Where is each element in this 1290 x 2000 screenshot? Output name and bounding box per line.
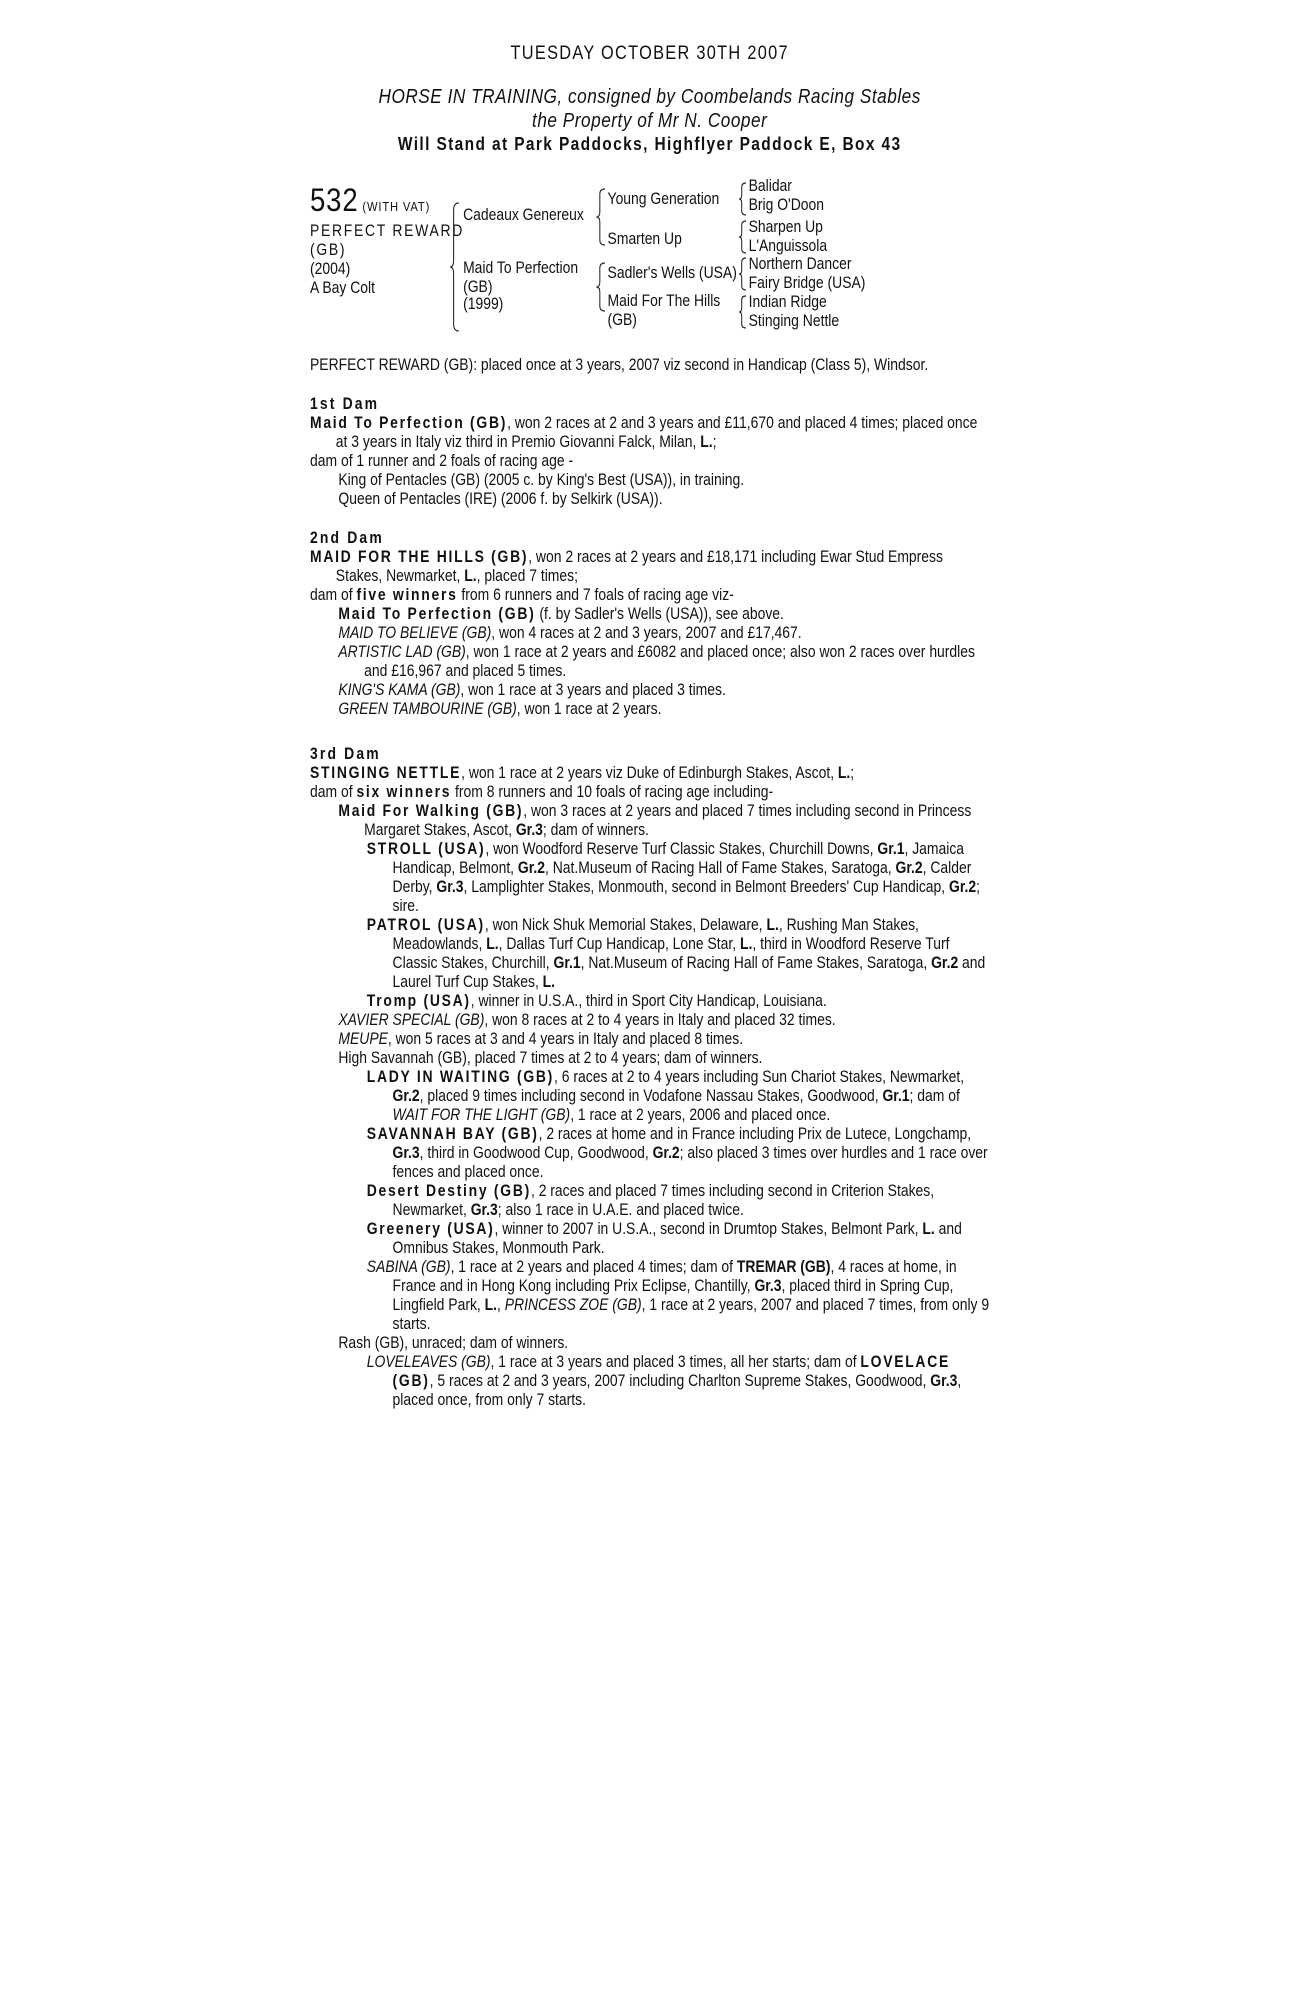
- second-dam-name: MAID FOR THE HILLS (GB): [310, 548, 529, 566]
- ggp-4: L'Anguissola: [748, 237, 828, 255]
- dam-country: (GB): [463, 278, 493, 296]
- ggp-8: Stinging Nettle: [748, 312, 840, 330]
- produce-2: Queen of Pentacles (IRE) (2006 f. by Selkirk (USA)).: [338, 490, 663, 508]
- ggp-5: Northern Dancer: [748, 255, 852, 273]
- produce-entry: Desert Destiny (GB), 2 races and placed 7 times including second in Criterion Stakes, Newmarket, Gr.3; also 1 race in U.A.E. and placed twice.: [366, 1182, 935, 1219]
- summary-text: : placed once at 3 years, 2007 viz second in Handicap (Class 5), Windsor.: [473, 356, 929, 374]
- produce-entry: LOVELEAVES (GB), 1 race at 3 years and placed 3 times, all her starts; dam of LOVELACE (GB), 5 races at 2 and 3 years, 2007 including Charlton Supreme Stakes, Goodwood, Gr.3, placed once, from only 7 starts.: [366, 1353, 962, 1409]
- first-dam-record: Maid To Perfection (GB), won 2 races at 2 and 3 years and £11,670 and placed 4 times; placed once at 3 years in Italy viz third in Premio Giovanni Falck, Milan, L.;: [310, 414, 978, 451]
- vat-note: (WITH VAT): [362, 199, 431, 214]
- lot-number: 532: [310, 182, 359, 218]
- pedigree-table: [310, 177, 989, 342]
- produce-entry: Greenery (USA), winner to 2007 in U.S.A., second in Drumtop Stakes, Belmont Park, L. and Omnibus Stakes, Monmouth Park.: [366, 1220, 962, 1257]
- pedigree-brace-5: [738, 220, 747, 254]
- produce-entry: ARTISTIC LAD (GB), won 1 race at 2 years and £6082 and placed once; also won 2 races over hurdles and £16,967 and placed 5 times.: [338, 643, 975, 680]
- second-dam-section: [310, 529, 989, 719]
- horse-country: (GB): [310, 241, 347, 259]
- produce-entry: SABINA (GB), 1 race at 2 years and placed 4 times; dam of TREMAR (GB), 4 races at home, in France and in Hong Kong including Prix Eclipse, Chantilly, Gr.3, placed third in Spring Cup, Lingfield Park, L., PRINCESS ZOE (GB), 1 race at 2 years, 2007 and placed 7 times, from only 9 starts.: [366, 1258, 990, 1333]
- dam-year: (1999): [463, 295, 504, 313]
- third-dam-heading: 3rd Dam: [310, 745, 381, 763]
- produce-entry: PATROL (USA), won Nick Shuk Memorial Stakes, Delaware, L., Rushing Man Stakes, Meadowlands, L., Dallas Turf Cup Handicap, Lone Star, L., third in Woodford Reserve Turf Classic Stakes, Churchill, Gr.1, Nat.Museum of Racing Hall of Fame Stakes, Saratoga, Gr.2 and Laurel Turf Cup Stakes, L.: [366, 916, 986, 991]
- ggp-2: Brig O'Doon: [748, 196, 824, 214]
- third-dam-record: STINGING NETTLE, won 1 race at 2 years viz Duke of Edinburgh Stakes, Ascot, L.;: [310, 764, 855, 782]
- ggp-7: Indian Ridge: [748, 293, 827, 311]
- dam: Maid To Perfection: [463, 259, 579, 277]
- dam-sire: Sadler's Wells (USA): [607, 264, 737, 282]
- produce-entry: STROLL (USA), won Woodford Reserve Turf Classic Stakes, Churchill Downs, Gr.1, Jamaica Handicap, Belmont, Gr.2, Nat.Museum of Racing Hall of Fame Stakes, Saratoga, Gr.2, Calder Derby, Gr.3, Lamplighter Stakes, Monmouth, second in Belmont Breeders' Cup Handicap, Gr.2; sire.: [366, 840, 980, 915]
- sire: Cadeaux Genereux: [463, 206, 584, 224]
- first-dam-heading: 1st Dam: [310, 395, 380, 413]
- first-dam-foals: dam of 1 runner and 2 foals of racing age -: [310, 452, 574, 470]
- consignor-line: HORSE IN TRAINING, consigned by Coombelands Racing Stables: [378, 86, 921, 108]
- produce-1: King of Pentacles (GB) (2005 c. by King's Best (USA)), in training.: [338, 471, 745, 489]
- horse-name: PERFECT REWARD: [310, 222, 465, 240]
- second-dam-heading: 2nd Dam: [310, 529, 384, 547]
- sale-date: TUESDAY OCTOBER 30TH 2007: [510, 43, 789, 64]
- pedigree-brace-6: [738, 257, 747, 291]
- foaling-year: (2004): [310, 260, 351, 278]
- second-dam-record: MAID FOR THE HILLS (GB), won 2 races at 2 years and £18,171 including Ewar Stud Empress Stakes, Newmarket, L., placed 7 times;: [310, 548, 943, 585]
- lot-heading: [310, 182, 430, 218]
- pedigree-brace-3: [596, 262, 606, 312]
- first-dam-section: [310, 395, 989, 509]
- produce-entry: SAVANNAH BAY (GB), 2 races at home and in France including Prix de Lutece, Longchamp, Gr.3, third in Goodwood Cup, Goodwood, Gr.2; also placed 3 times over hurdles and 1 race over fences and placed once.: [366, 1125, 988, 1181]
- ggp-6: Fairy Bridge (USA): [748, 274, 866, 292]
- third-dam-section: [310, 745, 989, 1410]
- produce-entry: MAID TO BELIEVE (GB), won 4 races at 2 and 3 years, 2007 and £17,467.: [338, 624, 802, 642]
- produce-entry: XAVIER SPECIAL (GB), won 8 races at 2 to 4 years in Italy and placed 32 times.: [338, 1011, 836, 1029]
- dam-dam-country: (GB): [607, 311, 637, 329]
- produce-entry: LADY IN WAITING (GB), 6 races at 2 to 4 years including Sun Chariot Stakes, Newmarket, Gr.2, placed 9 times including second in Vodafone Nassau Stakes, Goodwood, Gr.1; dam of WAIT FOR THE LIGHT (GB), 1 race at 2 years, 2006 and placed once.: [366, 1068, 965, 1124]
- second-dam-foals: dam of five winners from 6 runners and 7 foals of racing age viz-: [310, 586, 734, 604]
- pedigree-brace-2: [596, 188, 606, 246]
- third-dam-foals: dam of six winners from 8 runners and 10 foals of racing age including-: [310, 783, 774, 801]
- owner-line: the Property of Mr N. Cooper: [532, 110, 768, 132]
- produce-entry: KING'S KAMA (GB), won 1 race at 3 years and placed 3 times.: [338, 681, 726, 699]
- sire-sire: Young Generation: [607, 190, 720, 208]
- produce-entry: GREEN TAMBOURINE (GB), won 1 race at 2 years.: [338, 700, 662, 718]
- produce-entry: MEUPE, won 5 races at 3 and 4 years in Italy and placed 8 times.: [338, 1030, 744, 1048]
- produce-entry: High Savannah (GB), placed 7 times at 2 to 4 years; dam of winners.: [338, 1049, 763, 1067]
- ggp-3: Sharpen Up: [748, 218, 823, 236]
- horse-description: A Bay Colt: [310, 279, 375, 297]
- third-dam-name: STINGING NETTLE: [310, 764, 462, 782]
- produce-entry: Tromp (USA), winner in U.S.A., third in Sport City Handicap, Louisiana.: [366, 992, 827, 1010]
- catalogue-page: [310, 43, 990, 1410]
- sire-dam: Smarten Up: [607, 230, 682, 248]
- ggp-1: Balidar: [748, 177, 792, 195]
- pedigree-brace-1: [449, 202, 459, 332]
- stand-location: Will Stand at Park Paddocks, Highflyer Paddock E, Box 43: [397, 134, 902, 154]
- produce-entry: Maid For Walking (GB), won 3 races at 2 years and placed 7 times including second in Princess Margaret Stakes, Ascot, Gr.3; dam of winners.: [338, 802, 972, 839]
- dam-dam: Maid For The Hills: [607, 292, 721, 310]
- pedigree-brace-7: [738, 295, 747, 329]
- first-dam-name: Maid To Perfection (GB): [310, 414, 508, 432]
- summary-horse: PERFECT REWARD (GB): [310, 356, 474, 374]
- pedigree-brace-4: [738, 182, 747, 216]
- produce-entry: Rash (GB), unraced; dam of winners.: [338, 1334, 569, 1352]
- produce-entry: Maid To Perfection (GB) (f. by Sadler's Wells (USA)), see above.: [338, 605, 784, 623]
- race-summary: [310, 356, 989, 375]
